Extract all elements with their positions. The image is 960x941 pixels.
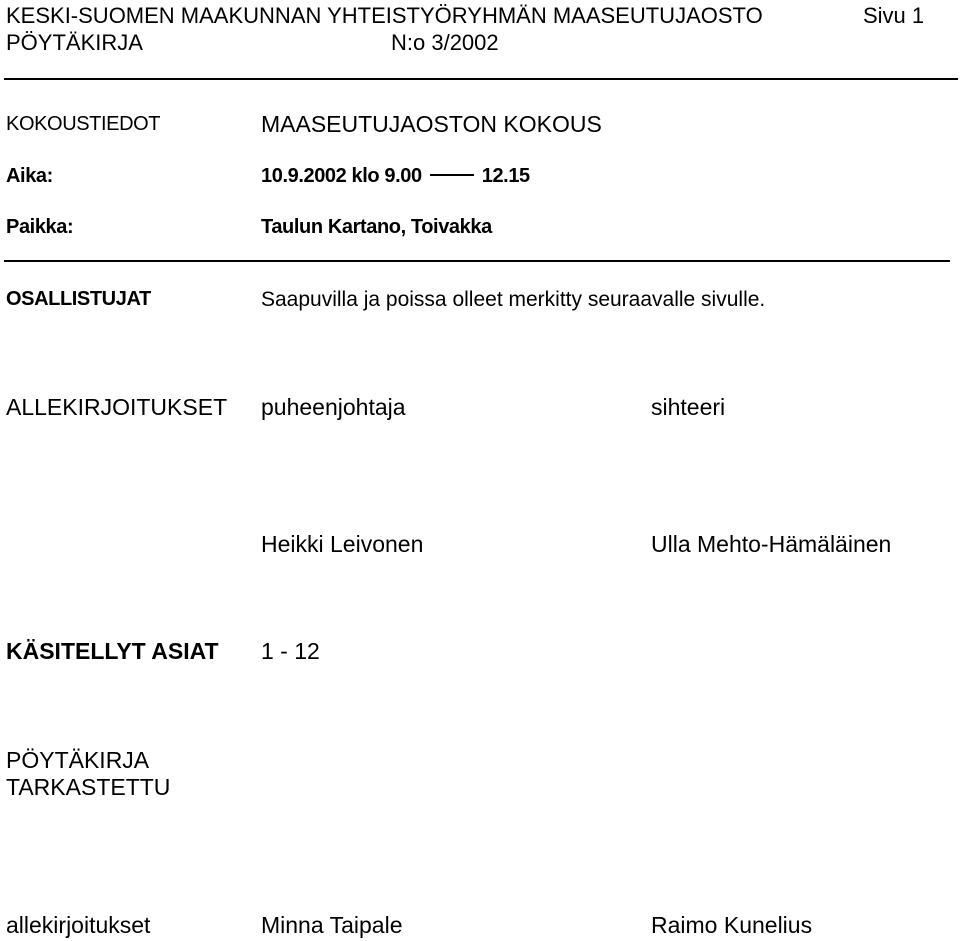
place-label: Paikka: — [6, 216, 74, 238]
page-number: Sivu 1 — [863, 3, 925, 28]
participants-label: OSALLISTUJAT — [6, 288, 151, 310]
meeting-divider — [4, 260, 950, 262]
chair-name: Heikki Leivonen — [261, 531, 424, 557]
participants-text: Saapuvilla ja poissa olleet merkitty seuraavalle sivulle. — [261, 288, 766, 311]
chair-role: puheenjohtaja — [261, 394, 406, 420]
items-range: 1 - 12 — [261, 638, 320, 664]
review-label-line2: TARKASTETTU — [6, 774, 171, 800]
reviewer-1-name: Minna Taipale — [261, 912, 403, 938]
time-start: 10.9.2002 klo 9.00 — [261, 165, 422, 187]
reviewer-2-name: Raimo Kunelius — [651, 912, 813, 938]
time-dash — [430, 174, 474, 176]
signatures-label: ALLEKIRJOITUKSET — [6, 394, 228, 420]
meeting-title: MAASEUTUJAOSTON KOKOUS — [261, 111, 602, 137]
review-signatures-label: allekirjoitukset — [6, 912, 151, 938]
meeting-section-label: KOKOUSTIEDOT — [6, 113, 161, 135]
secretary-role: sihteeri — [651, 394, 726, 420]
time-label: Aika: — [6, 165, 53, 187]
meeting-time — [261, 166, 530, 186]
time-end: 12.15 — [481, 165, 530, 187]
document-number: N:o 3/2002 — [391, 30, 499, 55]
organization-title: KESKI-SUOMEN MAAKUNNAN YHTEISTYÖRYHMÄN MAASEUTUJAOSTO — [6, 3, 763, 28]
document-type: PÖYTÄKIRJA — [6, 30, 143, 55]
review-label-line1: PÖYTÄKIRJA — [6, 747, 150, 773]
secretary-name: Ulla Mehto-Hämäläinen — [651, 531, 892, 557]
header-divider — [4, 78, 958, 80]
meeting-place: Taulun Kartano, Toivakka — [261, 216, 492, 238]
items-label: KÄSITELLYT ASIAT — [6, 638, 219, 664]
